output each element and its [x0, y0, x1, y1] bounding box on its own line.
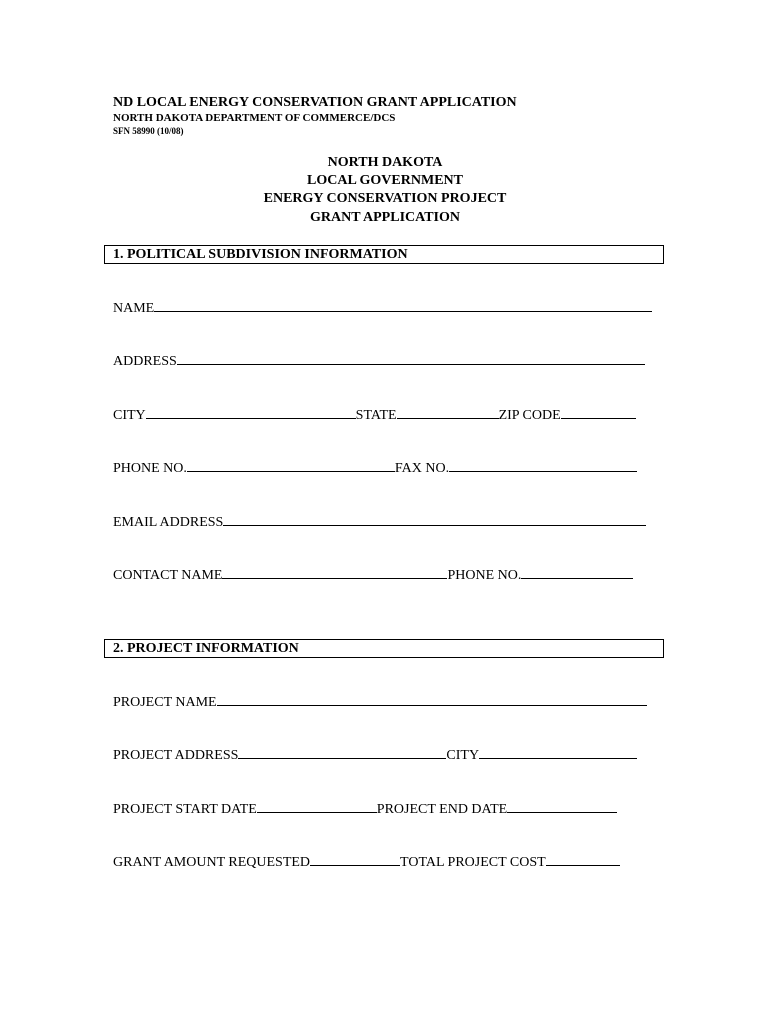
city-field[interactable]: [146, 417, 356, 419]
email-label: EMAIL ADDRESS: [113, 515, 224, 530]
phone-label: PHONE NO.: [113, 461, 187, 476]
email-field[interactable]: [223, 524, 646, 526]
contact-row: [113, 568, 633, 584]
start-date-label: PROJECT START DATE: [113, 802, 257, 817]
main-title-line-4: GRANT APPLICATION: [309, 209, 460, 225]
form-header: [113, 94, 517, 137]
address-row: [113, 354, 645, 370]
project-address-field[interactable]: [238, 757, 446, 759]
contact-phone-label: PHONE NO.: [447, 568, 522, 583]
section-2-header: [104, 639, 664, 658]
contact-name-label: CONTACT NAME: [113, 568, 223, 583]
project-name-row: [113, 695, 647, 711]
main-title-line-3: ENERGY CONSERVATION PROJECT: [263, 191, 507, 207]
project-name-field[interactable]: [217, 704, 647, 706]
section-1-heading: 1. POLITICAL SUBDIVISION INFORMATION: [113, 247, 408, 262]
email-row: [113, 515, 646, 531]
name-label: NAME: [113, 301, 155, 316]
project-name-label: PROJECT NAME: [113, 695, 217, 710]
fax-label: FAX NO.: [394, 461, 450, 476]
end-date-label: PROJECT END DATE: [376, 802, 508, 817]
project-dates-row: [113, 802, 617, 818]
main-title-line-1: NORTH DAKOTA: [327, 155, 443, 170]
phone-field[interactable]: [187, 470, 395, 472]
form-title: ND LOCAL ENERGY CONSERVATION GRANT APPLICATION: [113, 95, 517, 110]
end-date-field[interactable]: [507, 811, 617, 813]
total-cost-label: TOTAL PROJECT COST: [400, 855, 546, 870]
city-state-zip-row: [113, 408, 636, 424]
contact-phone-field[interactable]: [521, 577, 633, 579]
project-address-label: PROJECT ADDRESS: [113, 748, 239, 763]
city-label: CITY: [113, 408, 146, 423]
address-label: ADDRESS: [113, 354, 177, 369]
form-number: SFN 58990 (10/08): [113, 126, 184, 136]
contact-name-field[interactable]: [222, 577, 447, 579]
state-label: STATE: [355, 408, 397, 423]
department-name: NORTH DAKOTA DEPARTMENT OF COMMERCE/DCS: [113, 112, 396, 124]
project-address-row: [113, 748, 637, 764]
address-field[interactable]: [177, 363, 645, 365]
total-cost-field[interactable]: [546, 864, 620, 866]
zip-label: ZIP CODE: [498, 408, 561, 423]
phone-fax-row: [113, 461, 637, 477]
grant-cost-row: [113, 855, 620, 871]
project-city-field[interactable]: [479, 757, 637, 759]
section-1-header: [104, 245, 664, 264]
start-date-field[interactable]: [257, 811, 377, 813]
state-field[interactable]: [397, 417, 499, 419]
grant-amount-field[interactable]: [310, 864, 400, 866]
project-city-label: CITY: [446, 748, 480, 763]
fax-field[interactable]: [449, 470, 637, 472]
main-title: [0, 154, 770, 227]
main-title-line-2: LOCAL GOVERNMENT: [307, 173, 463, 189]
name-field[interactable]: [154, 310, 652, 312]
zip-field[interactable]: [561, 417, 636, 419]
name-row: [113, 301, 652, 317]
grant-amount-label: GRANT AMOUNT REQUESTED: [113, 855, 311, 870]
section-2-heading: 2. PROJECT INFORMATION: [113, 641, 299, 656]
